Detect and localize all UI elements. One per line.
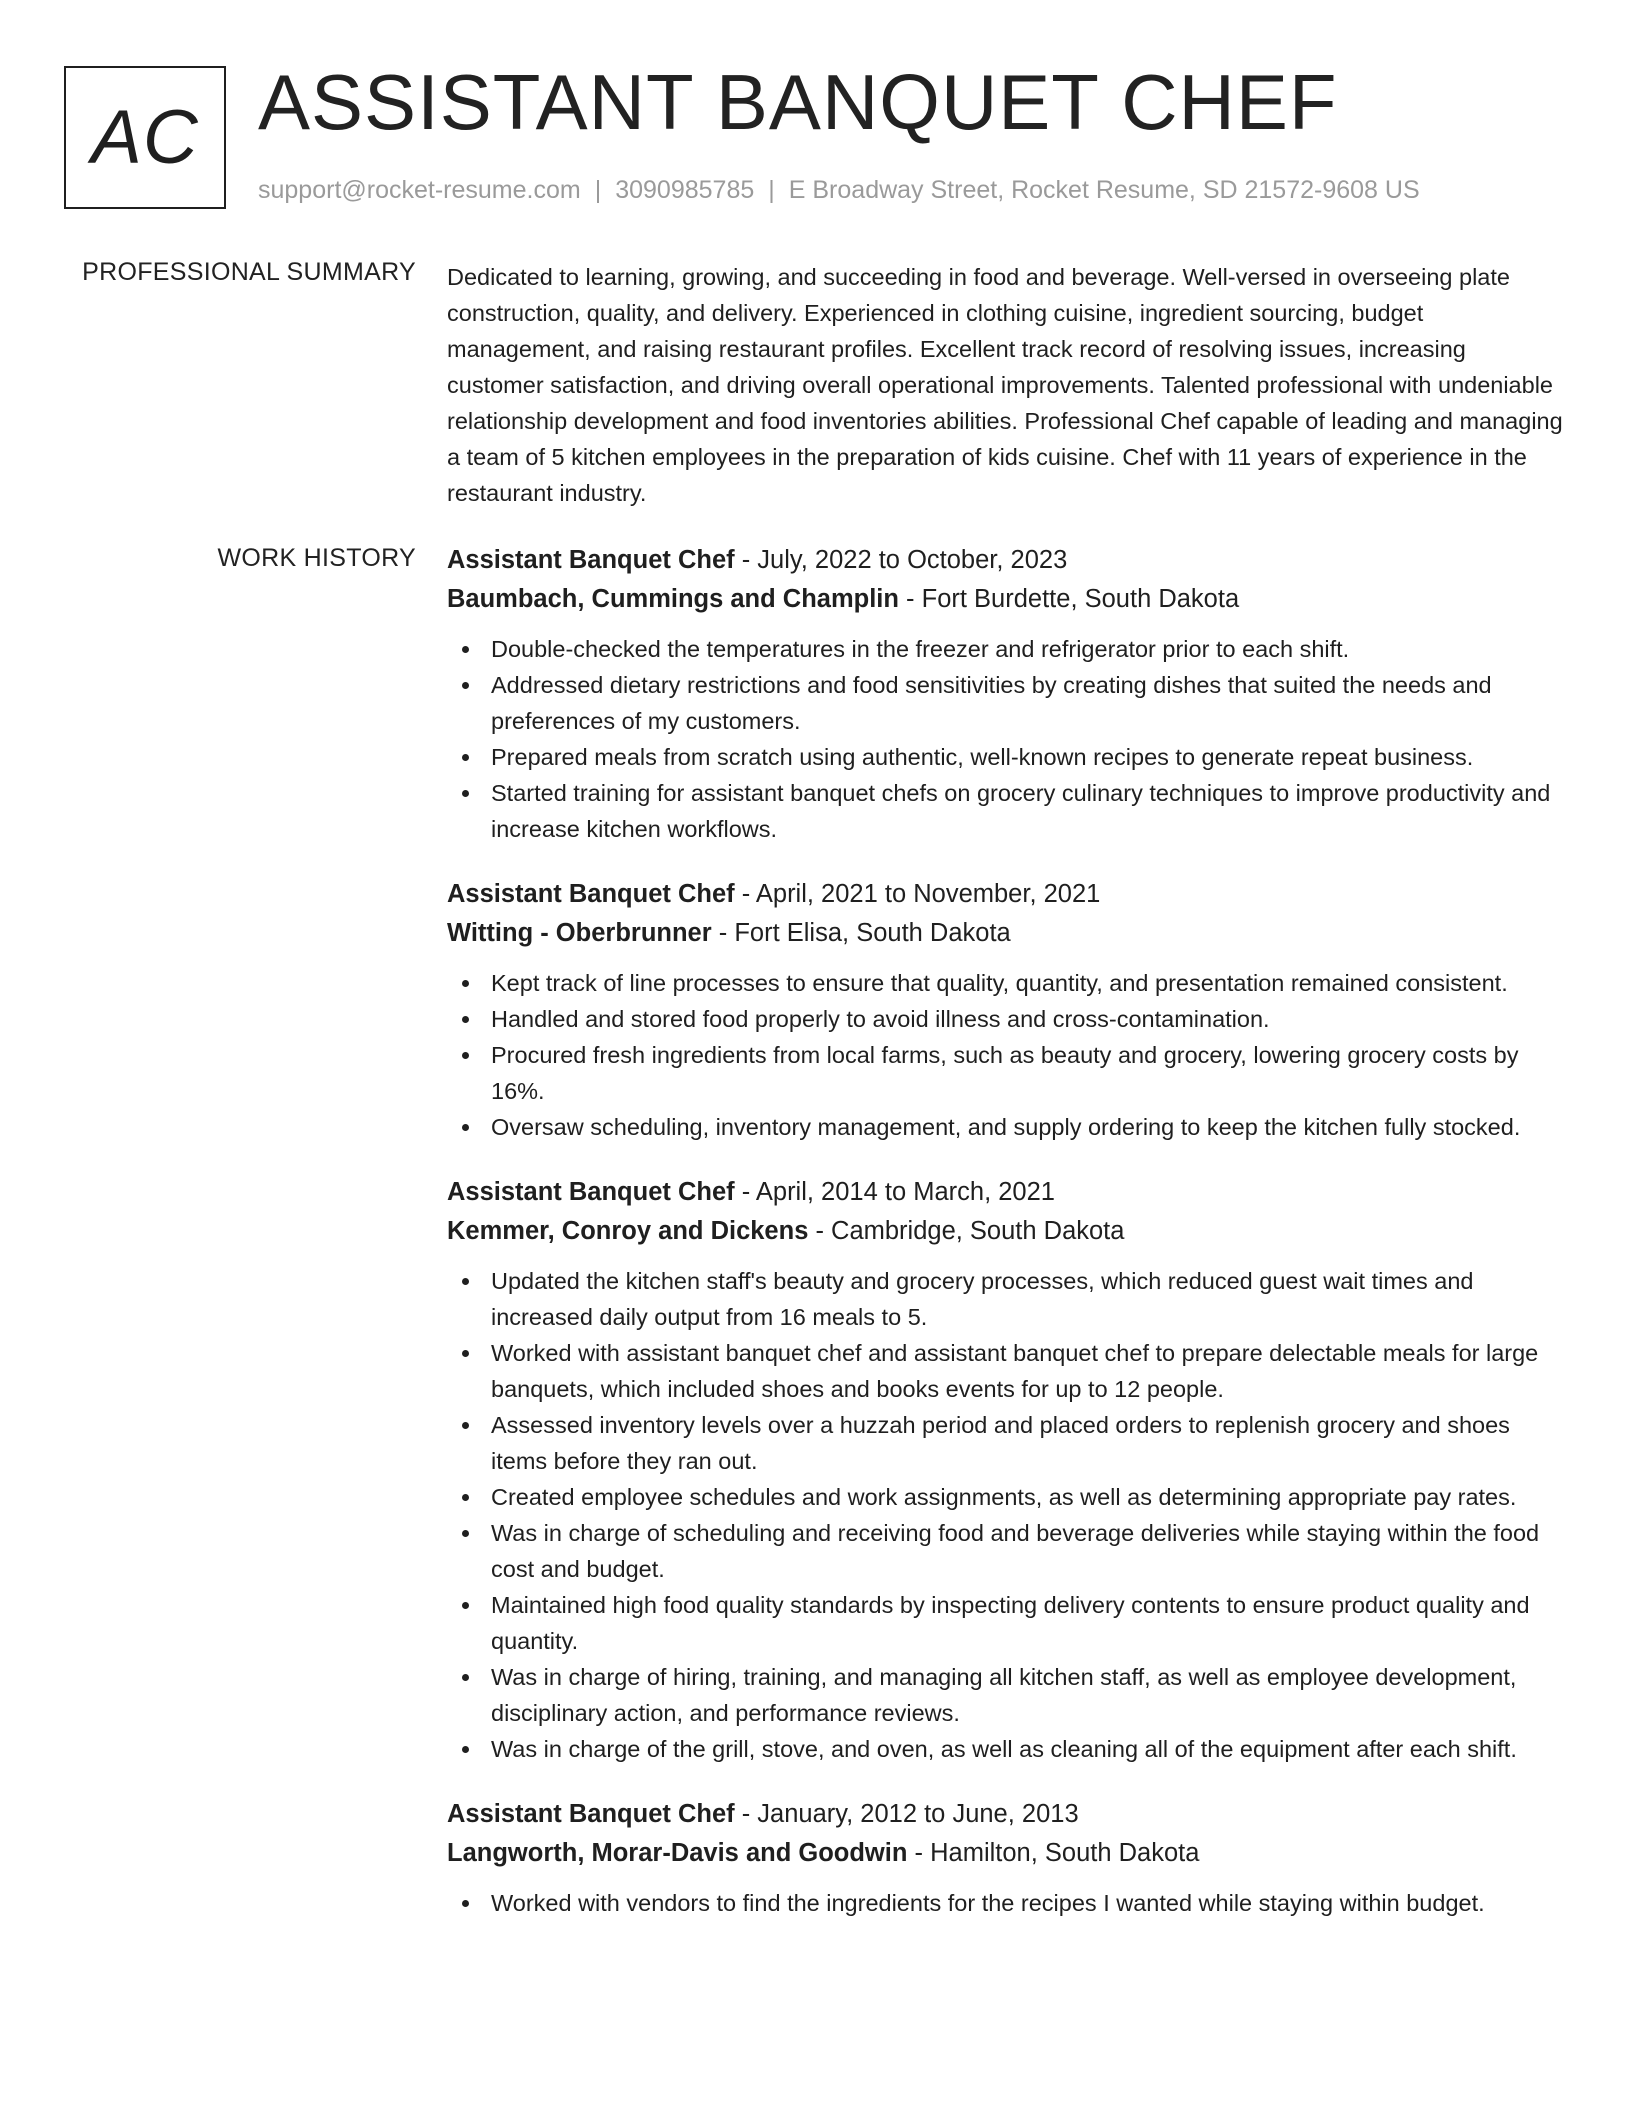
work-history-heading: WORK HISTORY [217,544,416,572]
job-title-line [447,1173,1567,1212]
job-bullet: Procured fresh ingredients from local farms, such as beauty and grocery, lowering grocery costs by 16%. [447,1037,1567,1109]
job-bullet: Addressed dietary restrictions and food sensitivities by creating dishes that suited the needs and preferences of my customers. [447,667,1567,739]
job-title: Assistant Banquet Chef [447,1178,735,1206]
job-bullet: Was in charge of the grill, stove, and oven, as well as cleaning all of the equipment after each shift. [447,1731,1567,1767]
contact-separator: | [768,176,775,204]
job-dates: - April, 2014 to March, 2021 [734,1178,1055,1206]
monogram-badge [64,66,226,209]
job-location: - Hamilton, South Dakota [907,1839,1200,1867]
contact-line [258,176,1420,205]
job-bullet: Was in charge of scheduling and receiving food and beverage deliveries while staying within the food cost and budget. [447,1515,1567,1587]
job-bullet: Handled and stored food properly to avoid illness and cross-contamination. [447,1001,1567,1037]
job-bullet: Worked with vendors to find the ingredients for the recipes I wanted while staying within budget. [447,1885,1567,1921]
job-dates: - July, 2022 to October, 2023 [734,546,1068,574]
job-company-line [447,1212,1567,1251]
job-entry [447,541,1567,847]
contact-address: E Broadway Street, Rocket Resume, SD 21572-9608 US [788,176,1420,204]
job-bullet: Worked with assistant banquet chef and assistant banquet chef to prepare delectable meals for large banquets, which included shoes and books events for up to 12 people. [447,1335,1567,1407]
job-location: - Cambridge, South Dakota [808,1217,1125,1245]
job-bullet: Prepared meals from scratch using authentic, well-known recipes to generate repeat business. [447,739,1567,775]
job-entry [447,875,1567,1145]
job-bullet: Updated the kitchen staff's beauty and grocery processes, which reduced guest wait times and increased daily output from 16 meals to 5. [447,1263,1567,1335]
job-company: Baumbach, Cummings and Champlin [447,585,899,613]
job-dates: - April, 2021 to November, 2021 [734,880,1101,908]
job-title: Assistant Banquet Chef [447,546,735,574]
job-bullet: Created employee schedules and work assignments, as well as determining appropriate pay rates. [447,1479,1567,1515]
job-bullets [447,1263,1567,1767]
resume-title: ASSISTANT BANQUET CHEF [258,58,1338,146]
job-entry [447,1173,1567,1767]
job-bullet: Oversaw scheduling, inventory management, and supply ordering to keep the kitchen fully stocked. [447,1109,1567,1145]
job-dates: - January, 2012 to June, 2013 [734,1800,1079,1828]
job-company-line [447,1834,1567,1873]
job-company: Witting - Oberbrunner [447,919,712,947]
contact-phone[interactable]: 3090985785 [615,176,755,204]
monogram-initials: AC [91,95,199,180]
job-company: Kemmer, Conroy and Dickens [447,1217,809,1245]
job-bullets [447,965,1567,1145]
summary-heading: PROFESSIONAL SUMMARY [82,258,416,286]
job-bullet: Was in charge of hiring, training, and managing all kitchen staff, as well as employee development, disciplinary action, and performance reviews. [447,1659,1567,1731]
job-entry [447,1795,1567,1921]
job-title: Assistant Banquet Chef [447,1800,735,1828]
job-bullets [447,631,1567,847]
job-title-line [447,875,1567,914]
contact-email[interactable]: support@rocket-resume.com [258,176,581,204]
job-location: - Fort Elisa, South Dakota [711,919,1011,947]
jobs-list [447,541,1567,1949]
job-bullet: Assessed inventory levels over a huzzah period and placed orders to replenish grocery and shoes items before they ran out. [447,1407,1567,1479]
job-bullets [447,1885,1567,1921]
job-location: - Fort Burdette, South Dakota [898,585,1240,613]
summary-text: Dedicated to learning, growing, and succeeding in food and beverage. Well-versed in overseeing plate construction, quality, and delivery. Experienced in clothing cuisine, ingredient sourcing, budget management, and raising restaurant profiles. Excellent track record of resolving issues, increasing customer satisfaction, and driving overall operational improvements. Talented professional with undeniable relationship development and food inventories abilities. Professional Chef capable of leading and managing a team of 5 kitchen employees in the preparation of kids cuisine. Chef with 11 years of experience in the restaurant industry. [447,264,1563,506]
job-company: Langworth, Morar-Davis and Goodwin [447,1839,908,1867]
job-bullet: Kept track of line processes to ensure that quality, quantity, and presentation remained consistent. [447,965,1567,1001]
job-bullet: Started training for assistant banquet chefs on grocery culinary techniques to improve productivity and increase kitchen workflows. [447,775,1567,847]
job-bullet: Maintained high food quality standards by inspecting delivery contents to ensure product quality and quantity. [447,1587,1567,1659]
job-company-line [447,580,1567,619]
job-company-line [447,914,1567,953]
job-title-line [447,1795,1567,1834]
job-title: Assistant Banquet Chef [447,880,735,908]
contact-separator: | [594,176,602,204]
job-title-line [447,541,1567,580]
job-bullet: Double-checked the temperatures in the freezer and refrigerator prior to each shift. [447,631,1567,667]
